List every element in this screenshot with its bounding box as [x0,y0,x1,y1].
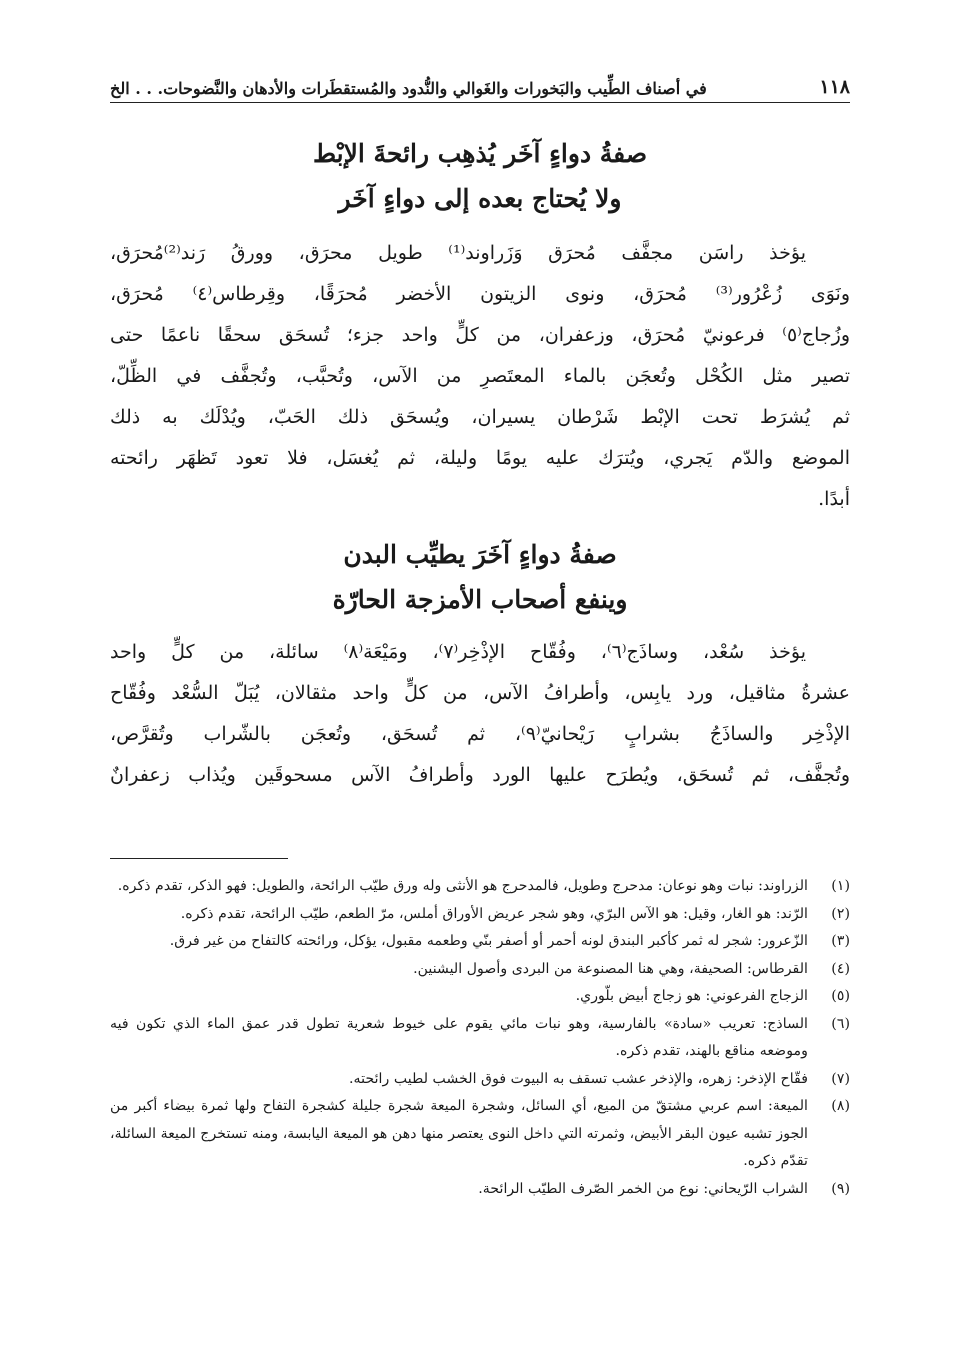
footnote-item [110,1011,850,1066]
footnote-text: الزّعرور: شجر له ثمر كأكبر البندق لونه أحمر أو أصفر بنّي وطعمه مقبول، يؤكل، ورائحته كالتفاح من غير فرق. [169,933,808,949]
footnote-number: (١) [831,878,850,894]
footnote-number: (٤) [831,960,850,977]
body-line: وتُجفَّف، ثم تُسحَق، ويُطرَح عليها الورد وأطرافُ الآس مسحوقَين ويُذاب زعفرانٌ [110,764,850,786]
footnote-text: الزراوند: نبات وهو نوعان: مدحرج وطويل، فالمدحرج هو الأنثى وله ورق طيّب الرائحة، والطويل: فهو الذكر، تقدم ذكره. [117,878,808,894]
body-line: عشرةُ مثاقيل، ورد يابِس، وأطرافُ الآس، من كلٍّ واحد مثقالان، يُبَلّ السُّعْد وفُقّاح [110,682,850,704]
body-line: وزُجاج⁽٥⁾ فرعونيّ مُحرَق، وزعفران، من كلٍّ واحد جزء؛ تُسحَق سحقًا ناعمًا حتى [110,324,850,346]
section1-heading-line2: ولا يُحتاج بعده إلى دواءٍ آخَر [338,184,622,213]
footnote-number: (٢) [831,905,850,922]
footnote-number: (٦) [831,1015,850,1032]
footnotes [110,873,850,1203]
footnote-number: (٧) [831,1070,850,1087]
footnote-text: الساذج: تعريب «سادة» بالفارسية، وهو نبات مائي يقوم على خيوط شعرية تطول قدر عمق الماء الذي تكون فيه وموضعه مناقع بالهند، تقدم ذكره. [110,1015,808,1059]
running-title: في أصناف الطِّيب والبَخورات والغَوالي والنُّدود والمُستقطَرات والأدهان والنَّضوحات. . . الخ [110,79,707,98]
running-header [110,68,850,103]
footnote-separator [110,858,288,859]
footnote-text: الرّند: هو الغار، وقيل: هو الآس البرّي، وهو شجر عريض الأوراق أملس، مرّ الطعم، طيّب الرائحة، تقدم ذكره. [180,905,808,922]
footnote-text: فقّاح الإذخر: زهره، والإذخر عشب تسقف به البيوت فوق الخشب لطيب رائحته. [349,1070,808,1087]
footnote-number: (٩) [831,1180,850,1197]
footnote-item [110,1176,850,1204]
body-line: أبدًا. [818,488,850,510]
footnote-item [110,928,850,956]
body-line: الإذْخِر والساذَجُ بشرابٍ رَيْحانيّ⁽٩⁾، ثم تُسحَق، وتُعجَن بالشّراب وتُقرَّص، [110,723,850,745]
footnote-item [110,956,850,984]
body-line: ونَوَى زُعْرُور⁽³⁾ مُحرَق، ونوى الزيتون الأخضر مُحرَقًا، وقِرطاس⁽٤⁾ مُحرَق، [110,283,850,305]
section1-heading-line1: صفةُ دواءٍ آخَر يُذهِب رائحةَ الإبْط [312,139,648,168]
body-line: ثم يُشرَط تحت الإبْط شَرْطان يسيران، ويُسحَق ذلك الحَبّ، ويُدْلَك به ذلك [110,406,850,428]
book-page [110,68,850,1203]
body-line: يؤخذ راسَن مجفَّف مُحرَق وَزَراوند⁽¹⁾ طويل محرَق، وورقُ رَند⁽²⁾مُحرَق، [110,242,806,264]
footnote-item [110,983,850,1011]
section1-body [110,233,850,520]
footnote-number: (٨) [831,1098,850,1114]
section2-body [110,632,850,796]
footnote-item [110,873,850,901]
body-line: الموضع والدّم يَجري، ويُترَك عليه يومًا وليلة، ثم يُغسَل، فلا تعود تَظهَر رائحته [110,447,850,469]
body-line: يؤخذ سُعْد، وساذَج⁽٦⁾، وفُقّاح الإذْخِر⁽٧⁾، ومَيْعَة⁽٨⁾ سائلة، من كلٍّ واحد [110,641,806,663]
section2-heading-line1: صفةُ دواءٍ آخَرَ يطيِّب البدن [343,540,617,569]
footnote-item [110,901,850,929]
footnote-text: الشراب الرّيحاني: نوع من الخمر الصّرف الطيّب الرائحة. [478,1180,808,1197]
footnote-item [110,1066,850,1094]
body-line: تصير مثل الكُحْل وتُعجَن بالماء المعتَصرِ من الآس، وتُحبَّب، وتُجفَّف في الظِّلّ، [110,365,850,387]
footnote-text: القرطاس: الصحيفة، وهي هنا المصنوعة من البردى وأصول اليشنين. [413,960,808,977]
footnote-number: (٣) [831,933,850,949]
footnote-text: الميعة: اسم عربي مشتقّ من الميع، أي السائل، وشجرة الميعة شجرة جليلة كشجرة التفاح ولها ثمرة بيضاء أكبر من الجوز تشبه عيون البقر الأبيض، وثمرته التي داخل النوى يعتصر منها دهن هو الميعة اليابسة، ومنه تستخرج الميعة السائلة، تقدّم ذكره. [110,1098,808,1169]
section2-heading-line2: وينفع أصحاب الأمزجة الحارّة [332,585,628,614]
footnote-text: الزجاج الفرعوني: هو زجاج أبيض بلّوري. [575,988,808,1004]
page-number: ١١٨ [819,76,850,98]
footnote-number: (٥) [831,988,850,1004]
footnote-item [110,1093,850,1176]
